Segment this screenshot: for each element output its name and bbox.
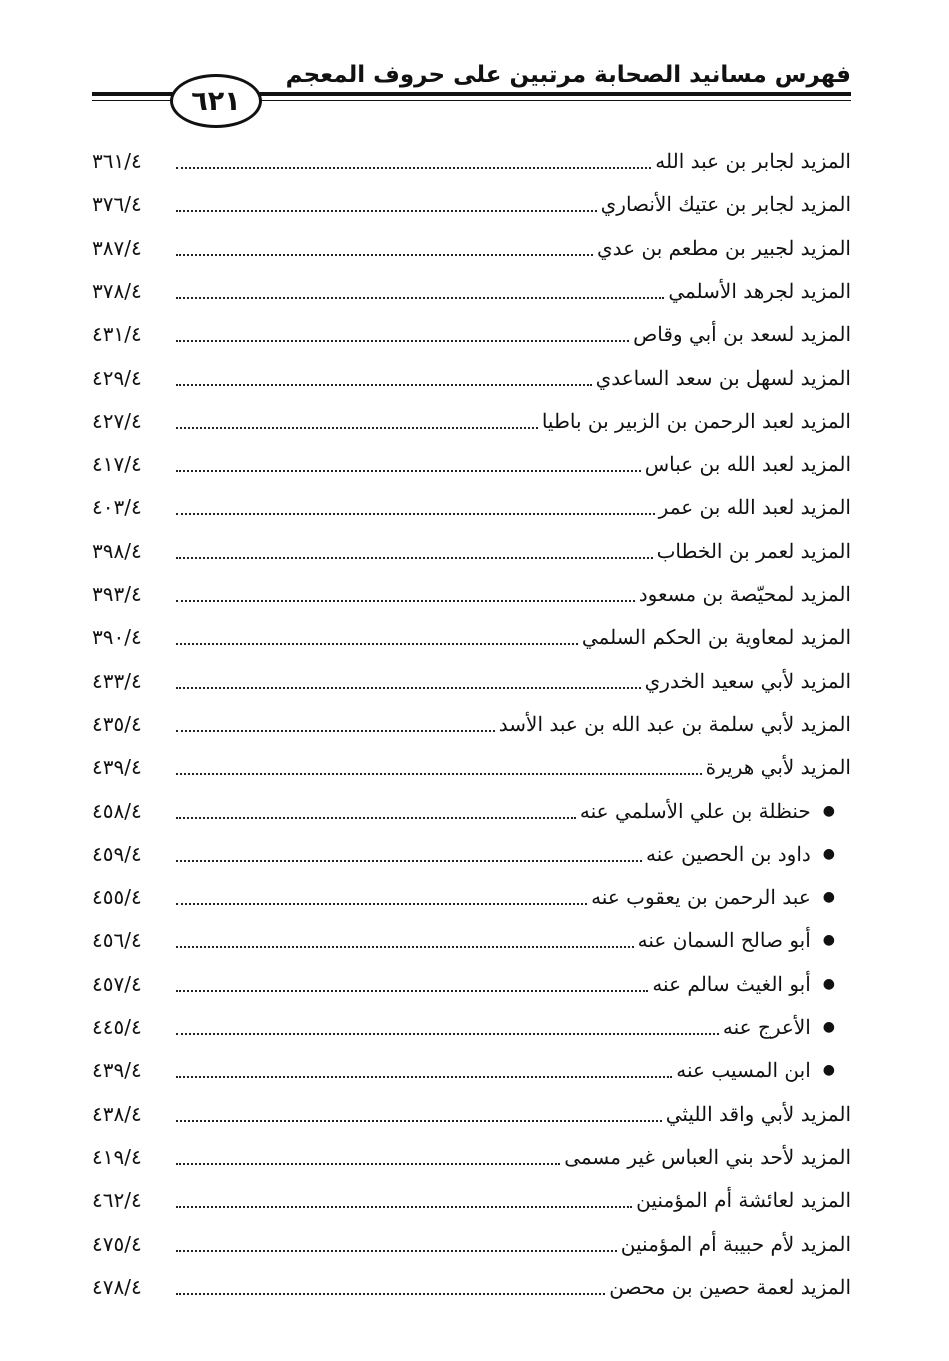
bullet-icon: ● (822, 975, 835, 992)
dot-leader (176, 1250, 617, 1252)
dot-leader (176, 297, 664, 299)
toc-entry (92, 398, 851, 438)
toc-subentry (92, 788, 835, 828)
entry-title: المزيد لأم حبيبة أم المؤمنين (620, 1231, 851, 1256)
entry-title: المزيد لجرهد الأسلمي (668, 278, 851, 303)
dot-leader (176, 600, 635, 602)
toc-entry (92, 614, 851, 654)
entry-page: ٣٧٦/٤ (92, 192, 142, 217)
entry-title: المزيد لمعاوية بن الحكم السلمي (581, 625, 851, 650)
toc-entry (92, 138, 851, 178)
dot-leader (176, 427, 538, 429)
entry-title: أبو الغيث سالم عنه (652, 971, 811, 996)
bullet-icon: ● (822, 889, 835, 906)
entry-page: ٣٩٠/٤ (92, 625, 142, 650)
bullet-icon: ● (822, 1062, 835, 1079)
dot-leader (176, 730, 495, 732)
entry-title: المزيد لعبد الرحمن بن الزبير بن باطيا (541, 408, 851, 433)
entry-page: ٤١٧/٤ (92, 452, 142, 477)
entry-title: المزيد لأبي هريرة (705, 755, 851, 780)
entry-page: ٤٦٢/٤ (92, 1188, 142, 1213)
toc-entry (92, 268, 851, 308)
entry-page: ٤٠٣/٤ (92, 495, 142, 520)
toc-subentry (92, 874, 835, 914)
entry-title: المزيد لأبي واقد الليثي (665, 1101, 851, 1126)
entry-page: ٣٩٨/٤ (92, 538, 142, 563)
entry-title: المزيد لأبي سلمة بن عبد الله بن عبد الأسد (498, 711, 851, 736)
entry-title: ابن المسيب عنه (676, 1058, 811, 1083)
dot-leader (176, 773, 702, 775)
entry-title: المزيد لعبد الله بن عباس (644, 452, 851, 477)
dot-leader (176, 946, 634, 948)
dot-leader (176, 1033, 719, 1035)
dot-leader (176, 1076, 672, 1078)
entry-page: ٣٦١/٤ (92, 149, 142, 173)
toc-entry (92, 528, 851, 568)
entry-page: ٤٢٧/٤ (92, 408, 142, 433)
toc-subentry (92, 917, 835, 957)
toc-entry (92, 225, 851, 265)
dot-leader (176, 470, 641, 472)
entry-page: ٤٢٩/٤ (92, 365, 142, 390)
toc-entry (92, 1221, 851, 1261)
entry-page: ٤٣٨/٤ (92, 1101, 142, 1126)
page-number-text: ٦٢١ (191, 85, 241, 117)
page-number (170, 74, 262, 128)
dot-leader (176, 1206, 632, 1208)
entry-title: المزيد لسهل بن سعد الساعدي (595, 365, 851, 390)
dot-leader (176, 254, 593, 256)
toc-entry (92, 744, 851, 784)
entry-page: ٤٥٨/٤ (92, 798, 142, 823)
dot-leader (176, 1163, 560, 1165)
entry-page: ٣٨٧/٤ (92, 235, 142, 260)
dot-leader (176, 990, 648, 992)
toc-subentry (92, 831, 835, 871)
toc-entry (92, 311, 851, 351)
dot-leader (176, 1293, 605, 1295)
entry-title: المزيد لجابر بن عبد الله (655, 149, 851, 173)
toc-subentry (92, 1004, 835, 1044)
toc-entry (92, 441, 851, 481)
toc-entry (92, 1091, 851, 1131)
dot-leader (176, 1120, 662, 1122)
toc-entry (92, 1177, 851, 1217)
dot-leader (176, 817, 576, 819)
entry-page: ٤٥٩/٤ (92, 841, 142, 866)
dot-leader (176, 643, 578, 645)
entry-title: حنظلة بن علي الأسلمي عنه (579, 798, 811, 823)
entry-title: المزيد لعمة حصين بن محصن (609, 1274, 851, 1299)
entry-title: المزيد لعبد الله بن عمر (658, 495, 851, 520)
entry-page: ٤٣٥/٤ (92, 711, 142, 736)
entry-page: ٤٣٩/٤ (92, 1058, 142, 1083)
entry-title: داود بن الحصين عنه (646, 841, 811, 866)
toc-subentry (92, 961, 835, 1001)
entry-page: ٤٧٨/٤ (92, 1274, 142, 1299)
toc-entry (92, 484, 851, 524)
toc-entry (92, 1264, 851, 1304)
entry-page: ٣٧٨/٤ (92, 278, 142, 303)
entry-page: ٤٥٧/٤ (92, 971, 142, 996)
bullet-icon: ● (822, 802, 835, 819)
dot-leader (176, 384, 592, 386)
dot-leader (176, 210, 597, 212)
running-header: فهرس مسانيد الصحابة مرتبين على حروف المعجم (285, 62, 851, 88)
entry-title: المزيد لسعد بن أبي وقاص (633, 322, 851, 347)
entry-title: أبو صالح السمان عنه (637, 928, 811, 953)
toc-entry (92, 355, 851, 395)
entry-title: المزيد لأحد بني العباس غير مسمى (564, 1144, 851, 1169)
entry-title: المزيد لجابر بن عتيك الأنصاري (600, 192, 851, 217)
toc-entry (92, 181, 851, 221)
dot-leader (176, 340, 629, 342)
entry-page: ٤٣٣/٤ (92, 668, 142, 693)
dot-leader (176, 167, 651, 169)
entry-page: ٤٣٩/٤ (92, 755, 142, 780)
entry-page: ٤٥٥/٤ (92, 885, 142, 910)
entry-page: ٣٩٣/٤ (92, 582, 142, 606)
entry-title: المزيد لمحيّصة بن مسعود (638, 582, 851, 606)
entry-title: المزيد لأبي سعيد الخدري (644, 668, 851, 693)
entry-title: الأعرج عنه (722, 1015, 811, 1039)
dot-leader (176, 557, 653, 559)
entry-page: ٤٤٥/٤ (92, 1015, 142, 1039)
bullet-icon: ● (822, 1019, 835, 1035)
dot-leader (176, 687, 641, 689)
entry-page: ٤٥٦/٤ (92, 928, 142, 953)
entry-page: ٤٣١/٤ (92, 322, 142, 347)
bullet-icon: ● (822, 932, 835, 949)
toc-entry (92, 1134, 851, 1174)
dot-leader (176, 860, 642, 862)
entry-title: المزيد لجبير بن مطعم بن عدي (597, 235, 851, 260)
dot-leader (176, 903, 587, 905)
bullet-icon: ● (822, 845, 835, 862)
entry-title: المزيد لعمر بن الخطاب (656, 538, 851, 563)
entry-page: ٤٧٥/٤ (92, 1231, 142, 1256)
entry-page: ٤١٩/٤ (92, 1144, 142, 1169)
toc-entry (92, 658, 851, 698)
dot-leader (176, 513, 655, 515)
entry-title: عبد الرحمن بن يعقوب عنه (591, 885, 811, 910)
entry-title: المزيد لعائشة أم المؤمنين (636, 1188, 851, 1213)
toc-subentry (92, 1047, 835, 1087)
toc-entry (92, 571, 851, 611)
toc-entry (92, 701, 851, 741)
